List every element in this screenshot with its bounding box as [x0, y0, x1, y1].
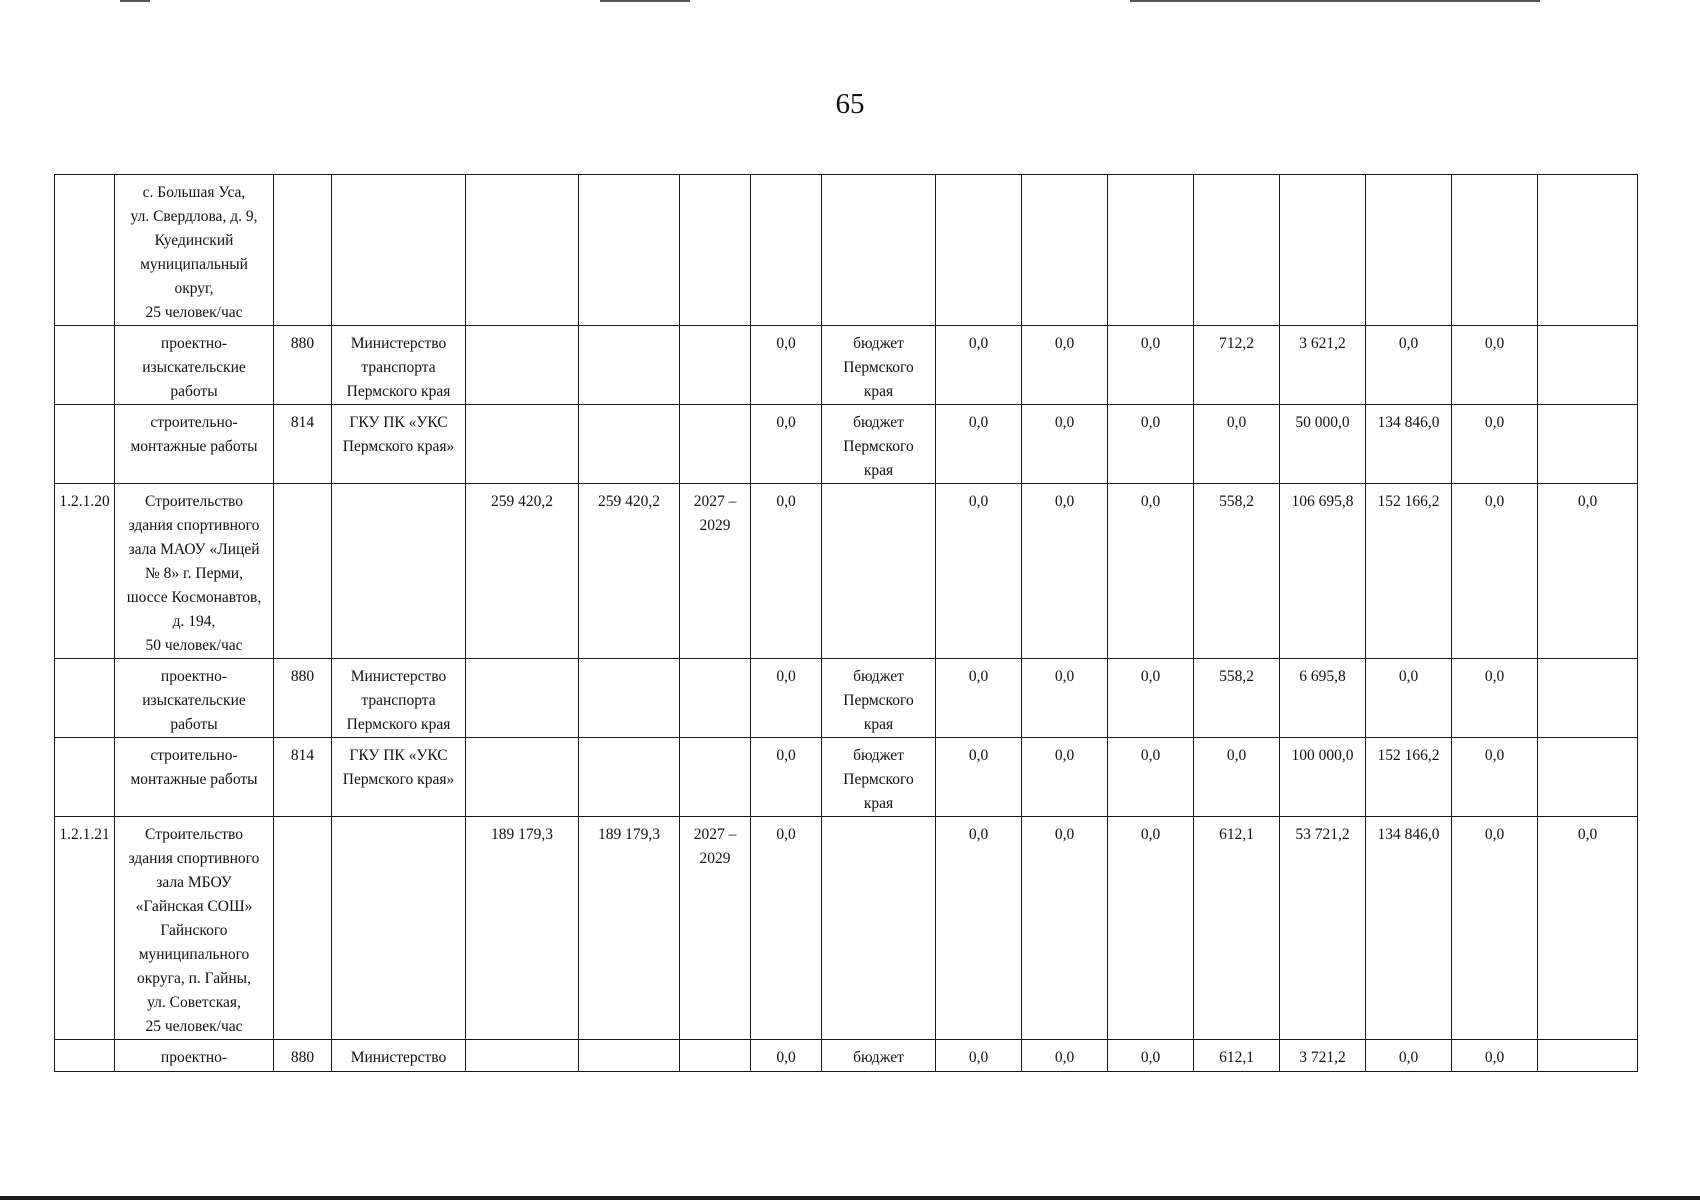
- cell-year-value: 0,0: [1366, 326, 1452, 405]
- cell-executor: [332, 175, 466, 326]
- cell-code: [55, 659, 115, 738]
- cell-object-name: проектно- изыскательские работы: [115, 659, 274, 738]
- cell-executor: ГКУ ПК «УКС Пермского края»: [332, 405, 466, 484]
- cell-remaining-cost: 259 420,2: [579, 484, 680, 659]
- cell-object-name: проектно-: [115, 1040, 274, 1072]
- cell-grbs: 880: [274, 326, 332, 405]
- cell-value: 0,0: [751, 659, 822, 738]
- cell-remaining-cost: [579, 659, 680, 738]
- cell-budget-source: бюджет Пермского края: [822, 738, 936, 817]
- cell-year-value: 0,0: [1452, 659, 1538, 738]
- cell-year-value: 0,0: [1108, 405, 1194, 484]
- cell-year-value: 0,0: [1452, 484, 1538, 659]
- cell-total-cost: 259 420,2: [466, 484, 579, 659]
- cell-budget-source: бюджет Пермского края: [822, 405, 936, 484]
- cell-last-value: [1538, 1040, 1638, 1072]
- cell-year-value: 0,0: [1452, 738, 1538, 817]
- cell-executor: Министерство транспорта Пермского края: [332, 659, 466, 738]
- cell-year-value: 0,0: [1022, 817, 1108, 1040]
- cell-year-value: 0,0: [1108, 326, 1194, 405]
- budget-table: [54, 174, 1638, 1072]
- cell-object-name: с. Большая Уса, ул. Свердлова, д. 9, Куединский муниципальный округ, 25 человек/час: [115, 175, 274, 326]
- cell-remaining-cost: [579, 738, 680, 817]
- cell-year-value: 50 000,0: [1280, 405, 1366, 484]
- cell-year-value: [1022, 175, 1108, 326]
- cell-year-value: 0,0: [1452, 1040, 1538, 1072]
- table-row: [55, 817, 1638, 1040]
- cell-last-value: [1538, 738, 1638, 817]
- cell-value: 0,0: [751, 817, 822, 1040]
- cell-period: [680, 738, 751, 817]
- table-body: [55, 175, 1638, 1072]
- cell-total-cost: [466, 659, 579, 738]
- cell-year-value: 558,2: [1194, 659, 1280, 738]
- cell-object-name: Строительство здания спортивного зала МБОУ «Гайнская СОШ» Гайнского муниципального округа, п. Гайны, ул. Советская, 25 человек/час: [115, 817, 274, 1040]
- cell-total-cost: [466, 326, 579, 405]
- cell-code: [55, 326, 115, 405]
- cell-year-value: 0,0: [1108, 738, 1194, 817]
- cell-year-value: [1194, 175, 1280, 326]
- cell-code: [55, 738, 115, 817]
- cell-year-value: 0,0: [936, 738, 1022, 817]
- table-row: [55, 175, 1638, 326]
- cell-last-value: [1538, 659, 1638, 738]
- cell-period: [680, 326, 751, 405]
- cell-year-value: 0,0: [1108, 659, 1194, 738]
- cell-grbs: [274, 175, 332, 326]
- cell-year-value: 3 621,2: [1280, 326, 1366, 405]
- table-row: [55, 484, 1638, 659]
- cell-last-value: [1538, 405, 1638, 484]
- cell-year-value: 100 000,0: [1280, 738, 1366, 817]
- cell-year-value: 53 721,2: [1280, 817, 1366, 1040]
- cell-object-name: строительно- монтажные работы: [115, 738, 274, 817]
- cell-grbs: 814: [274, 405, 332, 484]
- cell-executor: ГКУ ПК «УКС Пермского края»: [332, 738, 466, 817]
- cell-total-cost: [466, 1040, 579, 1072]
- cell-object-name: проектно- изыскательские работы: [115, 326, 274, 405]
- cell-period: [680, 175, 751, 326]
- cell-object-name: Строительство здания спортивного зала МАОУ «Лицей № 8» г. Перми, шоссе Космонавтов, д. 194, 50 человек/час: [115, 484, 274, 659]
- cell-executor: [332, 817, 466, 1040]
- cell-total-cost: [466, 405, 579, 484]
- cell-grbs: 880: [274, 659, 332, 738]
- table-row: [55, 738, 1638, 817]
- page-number: 65: [835, 88, 865, 120]
- cell-last-value: 0,0: [1538, 817, 1638, 1040]
- cell-budget-source: бюджет Пермского края: [822, 326, 936, 405]
- cell-value: 0,0: [751, 738, 822, 817]
- cell-period: [680, 659, 751, 738]
- cell-year-value: 0,0: [1022, 1040, 1108, 1072]
- cell-last-value: [1538, 175, 1638, 326]
- cell-code: [55, 175, 115, 326]
- cell-year-value: 612,1: [1194, 1040, 1280, 1072]
- table-row: [55, 659, 1638, 738]
- cell-last-value: 0,0: [1538, 484, 1638, 659]
- table-row: [55, 326, 1638, 405]
- cell-period: 2027 – 2029: [680, 484, 751, 659]
- cell-year-value: 0,0: [1108, 1040, 1194, 1072]
- cell-object-name: строительно- монтажные работы: [115, 405, 274, 484]
- cell-year-value: [1452, 175, 1538, 326]
- cell-year-value: 0,0: [1108, 484, 1194, 659]
- cell-year-value: 0,0: [1452, 326, 1538, 405]
- cell-code: [55, 405, 115, 484]
- cell-executor: [332, 484, 466, 659]
- cell-year-value: 0,0: [936, 1040, 1022, 1072]
- cell-year-value: 0,0: [1452, 405, 1538, 484]
- cell-code: 1.2.1.21: [55, 817, 115, 1040]
- cell-year-value: 0,0: [1108, 817, 1194, 1040]
- table-row: [55, 1040, 1638, 1072]
- cell-value: 0,0: [751, 1040, 822, 1072]
- cell-last-value: [1538, 326, 1638, 405]
- cell-total-cost: 189 179,3: [466, 817, 579, 1040]
- cell-value: 0,0: [751, 484, 822, 659]
- table-row: [55, 405, 1638, 484]
- cell-value: 0,0: [751, 326, 822, 405]
- cell-code: 1.2.1.20: [55, 484, 115, 659]
- cell-executor: Министерство транспорта Пермского края: [332, 326, 466, 405]
- cell-year-value: 0,0: [936, 405, 1022, 484]
- cell-period: [680, 1040, 751, 1072]
- cell-year-value: 3 721,2: [1280, 1040, 1366, 1072]
- cell-grbs: 880: [274, 1040, 332, 1072]
- scan-mark: [600, 0, 690, 2]
- cell-period: [680, 405, 751, 484]
- cell-executor: Министерство: [332, 1040, 466, 1072]
- cell-value: [751, 175, 822, 326]
- cell-grbs: [274, 484, 332, 659]
- scan-bottom-edge: [0, 1196, 1700, 1200]
- cell-year-value: 134 846,0: [1366, 817, 1452, 1040]
- cell-year-value: 558,2: [1194, 484, 1280, 659]
- cell-year-value: 0,0: [1022, 738, 1108, 817]
- cell-budget-source: [822, 484, 936, 659]
- cell-budget-source: бюджет Пермского края: [822, 659, 936, 738]
- cell-total-cost: [466, 738, 579, 817]
- cell-year-value: 0,0: [936, 659, 1022, 738]
- cell-year-value: 0,0: [1366, 659, 1452, 738]
- cell-year-value: 152 166,2: [1366, 484, 1452, 659]
- cell-year-value: [1280, 175, 1366, 326]
- cell-remaining-cost: 189 179,3: [579, 817, 680, 1040]
- cell-year-value: 0,0: [936, 326, 1022, 405]
- cell-year-value: 0,0: [1022, 326, 1108, 405]
- cell-budget-source: бюджет: [822, 1040, 936, 1072]
- cell-year-value: [936, 175, 1022, 326]
- cell-remaining-cost: [579, 405, 680, 484]
- cell-year-value: 134 846,0: [1366, 405, 1452, 484]
- cell-year-value: 0,0: [1022, 659, 1108, 738]
- cell-remaining-cost: [579, 326, 680, 405]
- cell-total-cost: [466, 175, 579, 326]
- cell-remaining-cost: [579, 175, 680, 326]
- cell-year-value: 6 695,8: [1280, 659, 1366, 738]
- cell-year-value: 0,0: [1194, 738, 1280, 817]
- scan-mark: [1130, 0, 1540, 2]
- cell-year-value: 0,0: [1366, 1040, 1452, 1072]
- cell-grbs: 814: [274, 738, 332, 817]
- cell-year-value: 0,0: [1194, 405, 1280, 484]
- cell-year-value: 0,0: [1452, 817, 1538, 1040]
- cell-year-value: 152 166,2: [1366, 738, 1452, 817]
- cell-period: 2027 – 2029: [680, 817, 751, 1040]
- cell-year-value: [1108, 175, 1194, 326]
- cell-year-value: 712,2: [1194, 326, 1280, 405]
- scan-mark: [120, 0, 150, 2]
- cell-grbs: [274, 817, 332, 1040]
- cell-remaining-cost: [579, 1040, 680, 1072]
- cell-year-value: 0,0: [936, 484, 1022, 659]
- cell-year-value: 0,0: [1022, 405, 1108, 484]
- cell-year-value: 0,0: [1022, 484, 1108, 659]
- cell-year-value: [1366, 175, 1452, 326]
- cell-year-value: 612,1: [1194, 817, 1280, 1040]
- cell-year-value: 0,0: [936, 817, 1022, 1040]
- cell-year-value: 106 695,8: [1280, 484, 1366, 659]
- cell-value: 0,0: [751, 405, 822, 484]
- cell-code: [55, 1040, 115, 1072]
- cell-budget-source: [822, 817, 936, 1040]
- cell-budget-source: [822, 175, 936, 326]
